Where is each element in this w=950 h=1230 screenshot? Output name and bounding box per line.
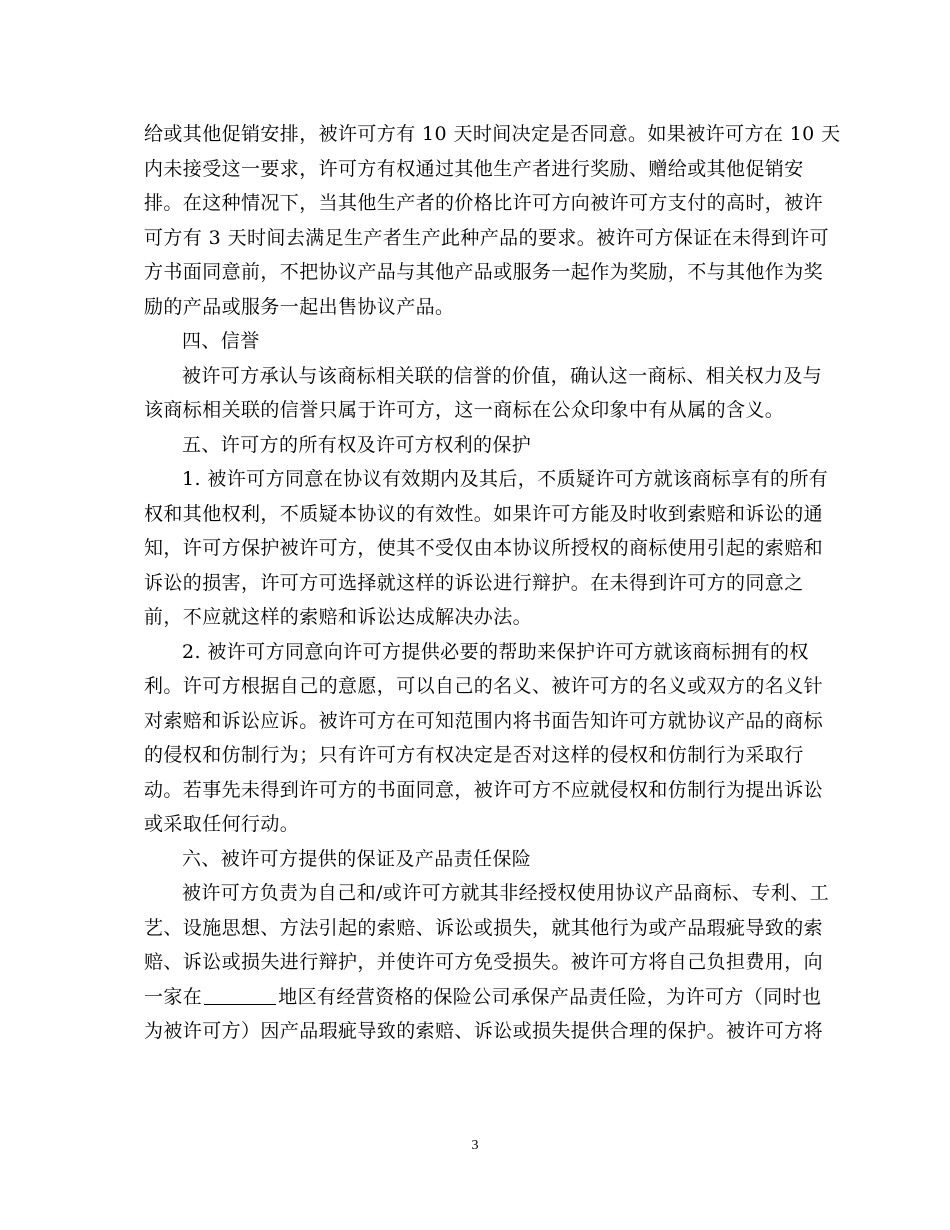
document-body (144, 117, 841, 1049)
body-line: 给或其他促销安排，被许可方有 10 天时间决定是否同意。如果被许可方在 10 天 (144, 123, 841, 145)
line-text-before-blank: 一家在 (144, 985, 203, 1008)
paragraph-first-line: 被许可方承认与该商标相关联的信誉的价值，确认这一商标、相关权力及与 (182, 364, 823, 387)
fill-in-blank (204, 986, 276, 1005)
body-line: 前，不应就这样的索赔和诉讼达成解决办法。 (144, 606, 533, 628)
body-line: 动。若事先未得到许可方的书面同意，被许可方不应就侵权和仿制行为提出诉讼 (144, 778, 824, 801)
body-line: 或采取任何行动。 (144, 813, 300, 835)
body-line: 励的产品或服务一起出售协议产品。 (144, 295, 455, 318)
section-heading: 五、许可方的所有权及许可方权利的保护 (182, 433, 532, 456)
line-text-after-blank: 地区有经营资格的保险公司承保产品责任险，为许可方（同时也 (278, 985, 822, 1008)
body-line: 该商标相关联的信誉只属于许可方，这一商标在公众印象中有从属的含义。 (144, 399, 785, 421)
body-line: 赔、诉讼或损失进行辩护，并使许可方免受损失。被许可方将自己负担费用，向 (144, 951, 824, 973)
body-line: 内未接受这一要求，许可方有权通过其他生产者进行奖励、赠给或其他促销安 (144, 157, 804, 180)
body-line: 可方有 3 天时间去满足生产者生产此种产品的要求。被许可方保证在未得到许可 (144, 226, 829, 249)
body-line: 艺、设施思想、方法引起的索赔、诉讼或损失，就其他行为或产品瑕疵导致的索 (144, 916, 824, 939)
section-heading: 四、信誉 (182, 330, 260, 352)
body-line: 的侵权和仿制行为；只有许可方有权决定是否对这样的侵权和仿制行为采取行 (144, 744, 804, 766)
paragraph-first-line: 1. 被许可方同意在协议有效期内及其后，不质疑许可方就该商标享有的所有 (182, 468, 829, 490)
body-line: 对索赔和诉讼应诉。被许可方在可知范围内将书面告知许可方就协议产品的商标 (144, 709, 824, 732)
body-line-with-blank (144, 980, 822, 1015)
paragraph-first-line: 被许可方负责为自己和/或许可方就其非经授权使用协议产品商标、专利、工 (182, 882, 830, 904)
body-line: 利。许可方根据自己的意愿，可以自己的名义、被许可方的名义或双方的名义针 (144, 675, 824, 697)
paragraph-first-line: 2. 被许可方同意向许可方提供必要的帮助来保护许可方就该商标拥有的权 (182, 640, 809, 663)
body-line: 方书面同意前，不把协议产品与其他产品或服务一起作为奖励，不与其他作为奖 (144, 261, 824, 283)
body-line: 排。在这种情况下，当其他生产者的价格比许可方向被许可方支付的高时，被许 (144, 192, 824, 214)
body-line: 权和其他权利，不质疑本协议的有效性。如果许可方能及时收到索赔和诉讼的通 (144, 502, 824, 525)
body-line: 知，许可方保护被许可方，使其不受仅由本协议所授权的商标使用引起的索赔和 (144, 537, 824, 559)
section-heading: 六、被许可方提供的保证及产品责任保险 (182, 847, 532, 870)
page-number: 3 (471, 1138, 479, 1153)
body-line: 为被许可方）因产品瑕疵导致的索赔、诉讼或损失提供合理的保护。被许可方将 (144, 1020, 824, 1042)
body-line: 诉讼的损害，许可方可选择就这样的诉讼进行辩护。在未得到许可方的同意之 (144, 571, 804, 594)
